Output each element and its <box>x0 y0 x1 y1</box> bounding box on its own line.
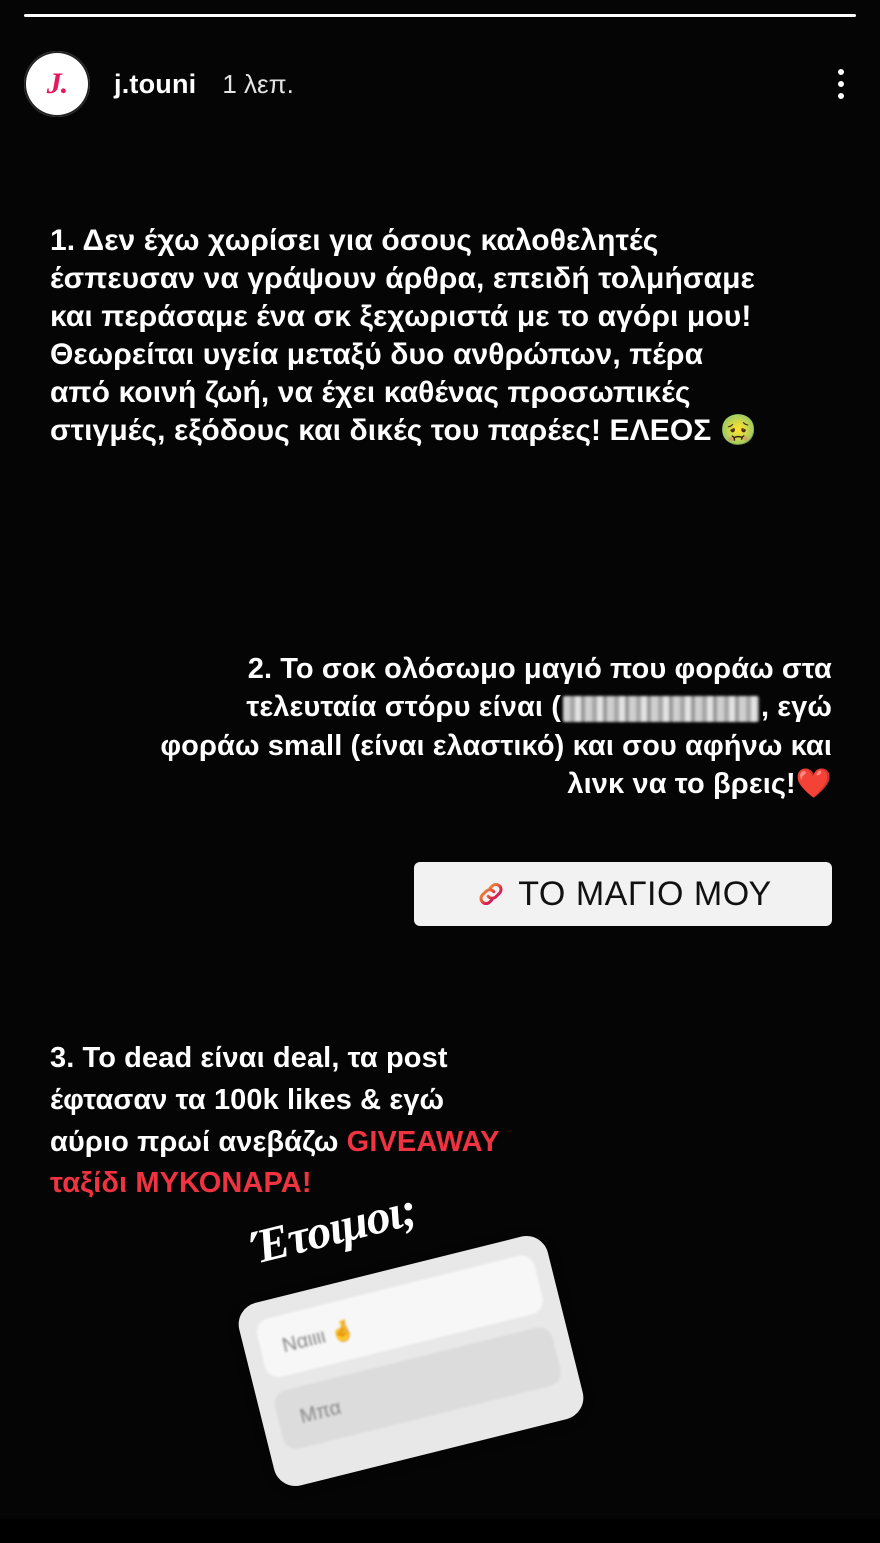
link-chain-icon <box>474 877 508 911</box>
redacted-brand-name <box>563 696 759 722</box>
timestamp-label: 1 λεπ. <box>222 68 294 99</box>
link-sticker-label: ΤΟ ΜΑΓΙΟ ΜΟΥ <box>518 874 772 913</box>
avatar-initial: J. <box>27 54 87 114</box>
block2-text-part2: , εγώ φοράω small (είναι ελαστικό) και σου αφήνω και λινκ να το βρεις!❤️ <box>160 691 832 800</box>
poll-sticker[interactable] <box>240 1182 600 1485</box>
avatar[interactable] <box>24 51 90 117</box>
block3-giveaway-highlight: GIVEAWAY <box>346 1125 500 1158</box>
poll-option-1[interactable]: Ναιιιι 🤞 <box>254 1253 546 1380</box>
username-label[interactable]: j.touni <box>114 68 197 99</box>
more-options-icon[interactable] <box>826 62 856 106</box>
poll-option-2[interactable]: Μπα <box>272 1324 564 1451</box>
block3-line3-plain: αύριο πρωί ανεβάζω <box>50 1125 347 1158</box>
progress-segment <box>24 14 856 17</box>
poll-question: Έτοιμοι; <box>246 1182 422 1275</box>
story-text-block-2 <box>160 650 832 803</box>
block2-text-part1: 2. Το σοκ ολόσωμο μαγιό που φοράω στα τελευταία στόρυ είναι ( <box>246 653 832 724</box>
story-text-block-3 <box>50 1038 670 1205</box>
story-header <box>24 48 856 120</box>
block3-line2: έφτασαν τα 100k likes & εγώ <box>50 1083 445 1116</box>
block3-line4-highlight: ταξίδι ΜΥΚΟΝΑΡΑ! <box>50 1167 312 1200</box>
block3-line1: 3. Το dead είναι deal, τα post <box>50 1042 448 1074</box>
bottom-bar <box>0 1519 880 1543</box>
story-progress-bar <box>24 14 856 17</box>
link-sticker[interactable] <box>414 862 832 926</box>
poll-card <box>234 1231 588 1490</box>
story-text-block-1: 1. Δεν έχω χωρίσει για όσους καλοθελητές έσπευσαν να γράψουν άρθρα, επειδή τολμήσαμε και περάσαμε ένα σκ ξεχωριστά με το αγόρι μου! Θεωρείται υγεία μεταξύ δυο ανθρώπων, πέρα από κοινή ζωή, να έχει καθένας προσωπικές στιγμές, εξόδους και δικές του παρέες! ΕΛΕΟΣ 🤢 <box>50 224 758 448</box>
